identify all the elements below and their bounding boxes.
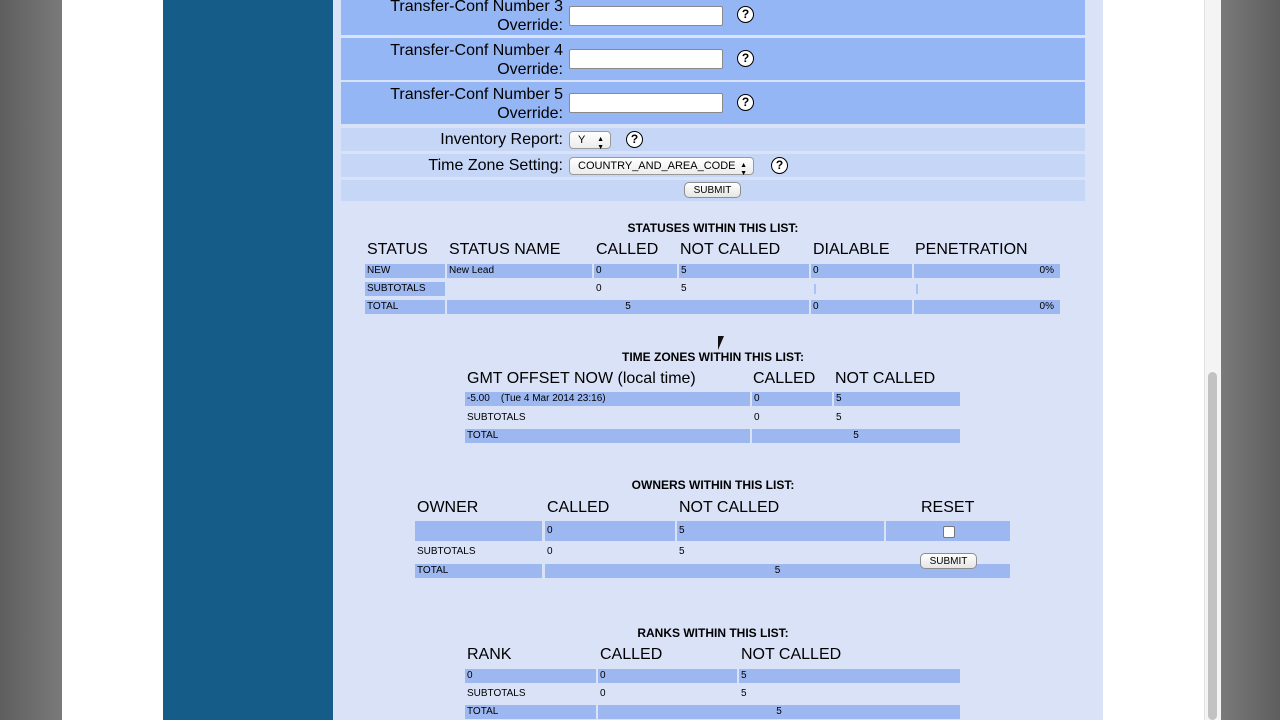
owners-subtotals-label: SUBTOTALS (417, 546, 476, 557)
timezones-cell-offset: -5.00 (Tue 4 Mar 2014 23:16) (465, 392, 750, 406)
transfer-conf-5-input[interactable] (569, 93, 723, 113)
owners-cell-called: 0 (545, 521, 675, 541)
submit-button[interactable]: SUBMIT (684, 182, 741, 198)
timezones-total-count: 5 (752, 429, 960, 443)
timezones-subtotals-called: 0 (754, 412, 760, 423)
owners-header-reset: RESET (921, 499, 975, 516)
timezones-subtotals-not-called: 5 (836, 412, 842, 423)
reset-submit-button[interactable]: SUBMIT (920, 553, 977, 569)
owners-subtotals-called: 0 (547, 546, 553, 557)
ranks-subtotals-not-called: 5 (741, 688, 747, 699)
ranks-subtotals-label: SUBTOTALS (467, 688, 526, 699)
scrollbar[interactable] (1204, 0, 1221, 720)
select-arrows-icon: ▲ ▼ (740, 162, 747, 177)
transfer-conf-4-input[interactable] (569, 49, 723, 69)
owners-cell-owner (415, 521, 542, 541)
transfer-conf-3-label: Transfer-Conf Number 3 Override: (390, 0, 563, 34)
timezones-cell-called: 0 (752, 392, 832, 406)
statuses-cell-status: NEW (365, 264, 445, 278)
transfer-conf-3-input[interactable] (569, 6, 723, 26)
statuses-header-not-called: NOT CALLED (680, 241, 781, 258)
statuses-total-count: 5 (447, 300, 809, 314)
ranks-subtotals-called: 0 (600, 688, 606, 699)
timezones-header-called: CALLED (753, 370, 816, 387)
timezones-total-label: TOTAL (465, 429, 750, 443)
mouse-cursor-icon (718, 336, 730, 350)
statuses-header-called: CALLED (596, 241, 659, 258)
timezones-title: TIME ZONES WITHIN THIS LIST: (622, 350, 804, 364)
statuses-cell-called: 0 (594, 264, 677, 278)
transfer-conf-4-label: Transfer-Conf Number 4 Override: (390, 42, 563, 78)
help-icon[interactable]: ? (737, 6, 754, 23)
form-row-transfer-conf-3 (341, 0, 1085, 35)
ranks-cell-not-called: 5 (739, 669, 960, 683)
timezones-subtotals-label: SUBTOTALS (467, 412, 526, 423)
inventory-report-label: Inventory Report: (440, 131, 563, 148)
statuses-title: STATUSES WITHIN THIS LIST: (627, 221, 799, 235)
select-arrows-icon: ▲ ▼ (597, 136, 604, 151)
inventory-report-select[interactable]: Y ▲ ▼ (569, 131, 611, 149)
help-icon[interactable]: ? (737, 94, 754, 111)
sidebar (163, 0, 333, 720)
statuses-header-penetration: PENETRATION (915, 241, 1028, 258)
ranks-cell-rank: 0 (465, 669, 596, 683)
statuses-header-dialable: DIALABLE (813, 241, 890, 258)
owners-header-not-called: NOT CALLED (679, 499, 780, 516)
statuses-subtotals-label: SUBTOTALS (365, 282, 445, 296)
form-row-submit (341, 180, 1085, 201)
time-zone-setting-select[interactable]: COUNTRY_AND_AREA_CODE ▲ ▼ (569, 157, 754, 175)
form-row-time-zone-setting (341, 154, 1085, 177)
form-row-transfer-conf-4 (341, 38, 1085, 80)
statuses-cell-status-name: New Lead (447, 264, 592, 278)
statuses-total-dialable: 0 (811, 300, 912, 314)
owners-total-label: TOTAL (415, 564, 542, 578)
statuses-subtotals-called: 0 (596, 283, 602, 294)
ranks-header-not-called: NOT CALLED (741, 646, 842, 663)
scrollbar-thumb[interactable] (1208, 372, 1217, 720)
help-icon[interactable]: ? (737, 50, 754, 67)
ranks-cell-called: 0 (598, 669, 737, 683)
penetration-bar (916, 284, 918, 294)
statuses-total-label: TOTAL (365, 300, 445, 314)
owners-cell-not-called: 5 (677, 521, 884, 541)
timezones-header-gmt-offset: GMT OFFSET NOW (local time) (467, 370, 696, 387)
ranks-total-count: 5 (598, 705, 960, 719)
statuses-cell-not-called: 5 (679, 264, 809, 278)
owners-total-count: 5 (545, 564, 1010, 578)
desktop-background-left (0, 0, 62, 720)
timezones-cell-not-called: 5 (834, 392, 960, 406)
help-icon[interactable]: ? (626, 131, 643, 148)
owners-subtotals-not-called: 5 (679, 546, 685, 557)
transfer-conf-5-label: Transfer-Conf Number 5 Override: (390, 86, 563, 122)
reset-checkbox[interactable] (943, 526, 955, 538)
ranks-total-label: TOTAL (465, 705, 596, 719)
owners-header-owner: OWNER (417, 499, 479, 516)
statuses-header-status: STATUS (367, 241, 428, 258)
statuses-cell-dialable: 0 (811, 264, 912, 278)
statuses-cell-penetration: 0% (914, 264, 1060, 278)
owners-header-called: CALLED (547, 499, 610, 516)
ranks-header-rank: RANK (467, 646, 512, 663)
statuses-total-penetration: 0% (914, 300, 1060, 314)
timezones-header-not-called: NOT CALLED (835, 370, 936, 387)
statuses-subtotals-not-called: 5 (681, 283, 687, 294)
help-icon[interactable]: ? (771, 157, 788, 174)
time-zone-setting-label: Time Zone Setting: (428, 157, 563, 174)
statuses-header-status-name: STATUS NAME (449, 241, 561, 258)
form-row-inventory-report (341, 128, 1085, 151)
desktop-background-right (1220, 0, 1280, 720)
ranks-title: RANKS WITHIN THIS LIST: (637, 626, 789, 640)
owners-title: OWNERS WITHIN THIS LIST: (631, 478, 795, 492)
dialable-bar (814, 284, 816, 294)
ranks-header-called: CALLED (600, 646, 663, 663)
form-row-transfer-conf-5 (341, 82, 1085, 124)
